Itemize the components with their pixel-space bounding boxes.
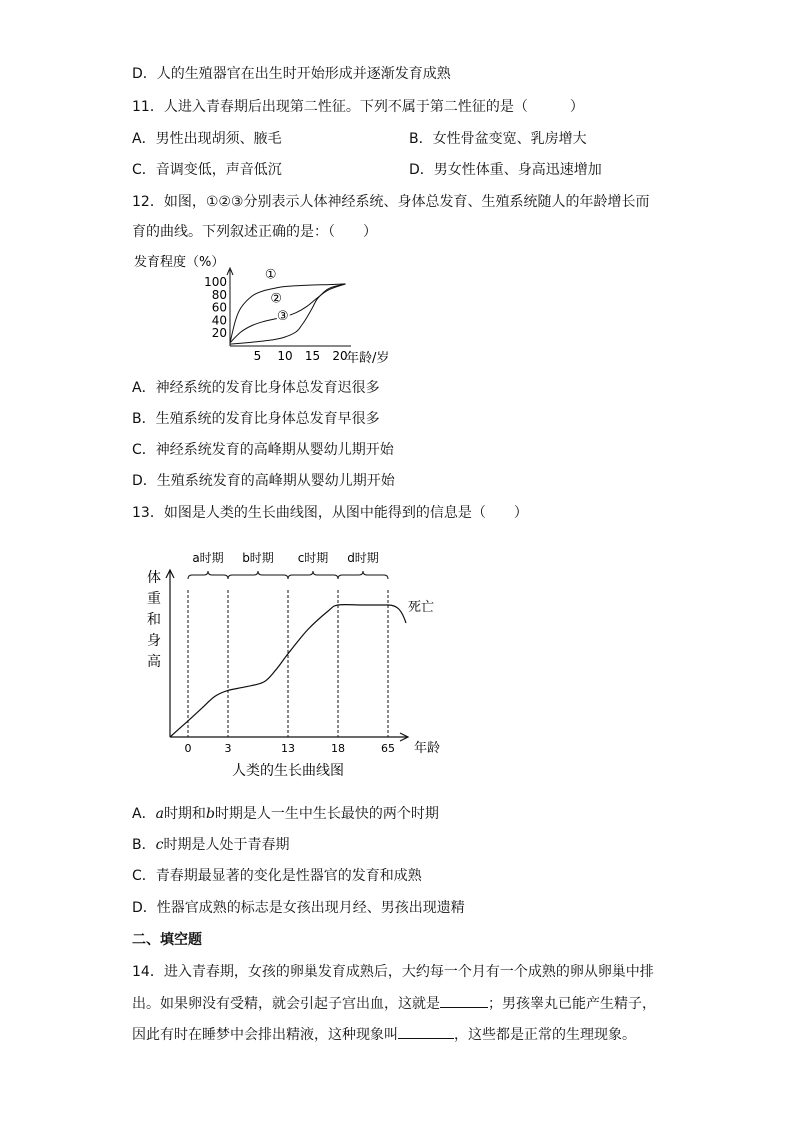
chart2-period-brace (338, 571, 388, 579)
chart2-ylabel-char: 和 (147, 612, 161, 628)
q12-option-c: C．神经系统发育的高峰期从婴幼儿期开始 (132, 442, 394, 458)
chart2-death-label: 死亡 (408, 600, 435, 615)
chart2-xtick-label: 18 (331, 742, 345, 755)
chart2-xtick-label: 3 (224, 742, 232, 755)
chart1-ytick-label: 100 (204, 275, 227, 289)
q14-blank-2[interactable] (398, 1024, 454, 1039)
q13-option-a-text: 时期是人一生中生长最快的两个时期 (214, 806, 439, 822)
q13-option-d: D．性器官成熟的标志是女孩出现月经、男孩出现遗精 (132, 900, 465, 916)
chart1-series-label-3: ③ (276, 308, 289, 324)
chart1-xtick-label: 20 (332, 349, 348, 363)
chart1-ytick-label: 40 (211, 313, 227, 328)
chart1-xlabel: 年龄/岁 (346, 351, 390, 366)
q11-option-c: C．音调变低，声音低沉 (132, 162, 282, 178)
chart2-period-label: c时期 (297, 551, 329, 565)
chart2-ylabel-char: 体 (147, 570, 161, 586)
q14-blank-1[interactable] (440, 993, 488, 1008)
q14-line2 (132, 993, 656, 1014)
q14-line3-suffix: ，这些都是正常的生理现象。 (454, 1027, 636, 1043)
chart1-xtick-label: 10 (277, 349, 293, 363)
q11-option-b: B．女性骨盆变宽、乳房增大 (409, 131, 587, 147)
q13-option-a-prefix: A． (132, 806, 156, 822)
q11-option-a: A．男性出现胡须、腋毛 (132, 131, 282, 147)
q12-option-d: D．生殖系统发育的高峰期从婴幼儿期开始 (132, 473, 395, 489)
chart1-ytick-label: 80 (211, 287, 227, 302)
chart1-ytick-label: 60 (211, 300, 227, 315)
q12-option-b: B．生殖系统的发育比身体总发育早很多 (132, 411, 380, 427)
chart2-period-brace (228, 571, 288, 579)
chart1-series-label-2: ② (270, 291, 283, 307)
chart1-ytick-label: 20 (211, 326, 227, 341)
q11-option-d: D．男女性体重、身高迅速增加 (409, 162, 602, 178)
q13-option-b (132, 835, 289, 855)
q14-line3-prefix: 因此有时在睡梦中会排出精液，这种现象叫 (132, 1027, 398, 1043)
chart2-xlabel: 年龄 (414, 741, 441, 756)
chart2-period-label: b时期 (242, 551, 274, 565)
chart2-xtick-label: 13 (281, 742, 295, 755)
chart2-xtick-label: 65 (381, 742, 395, 755)
chart2-title: 人类的生长曲线图 (232, 763, 344, 779)
section-title-fill-in: 二、填空题 (132, 932, 202, 948)
q13-option-a-mid: 时期和 (163, 806, 206, 822)
chart2-ylabel-char: 身 (147, 633, 161, 649)
q13-option-a (132, 804, 439, 824)
q14-line1: 14．进入青春期，女孩的卵巢发育成熟后，大约每一个月有一个成熟的卵从卵巢中排 (132, 964, 654, 980)
q13-option-b-text: 时期是人处于青春期 (163, 837, 290, 853)
chart2-xtick-label: 0 (184, 742, 192, 755)
q14-line3 (132, 1024, 636, 1045)
q14-line2-prefix: 出。如果卵没有受精，就会引起子宫出血，这就是 (132, 996, 440, 1012)
q11-stem: 11．人进入青春期后出现第二性征。下列不属于第二性征的是（ ） (132, 99, 584, 115)
q13-stem: 13．如图是人类的生长曲线图，从图中能得到的信息是（ ） (132, 505, 528, 521)
chart1-ylabel: 发育程度（%） (134, 255, 225, 270)
chart2-period-brace (288, 571, 338, 579)
q14-line2-suffix: ；男孩睾丸已能产生精子， (488, 996, 656, 1012)
q13-option-a-var1: a (155, 806, 164, 822)
chart2-period-label: a时期 (192, 551, 224, 565)
q12-stem-line1: 12．如图，①②③分别表示人体神经系统、身体总发育、生殖系统随人的年龄增长而 (132, 194, 650, 210)
q13-option-a-var2: b (205, 806, 215, 822)
chart1-series-label-1: ① (264, 267, 277, 283)
development-chart (130, 250, 420, 370)
chart2-period-brace (188, 571, 228, 579)
chart2-ylabel-char: 重 (147, 591, 161, 607)
q13-option-b-prefix: B． (132, 837, 156, 853)
chart2-ylabel-char: 高 (147, 654, 161, 670)
q10-option-d: D．人的生殖器官在出生时开始形成并逐渐发育成熟 (132, 66, 451, 82)
q12-option-a: A．神经系统的发育比身体总发育迟很多 (132, 380, 380, 396)
chart1-xtick-label: 5 (253, 349, 262, 363)
growth-chart (140, 540, 460, 780)
chart2-period-label: d时期 (347, 551, 379, 565)
q13-option-b-var: c (155, 837, 164, 853)
chart1-xtick-label: 15 (304, 349, 321, 363)
q12-stem-line2: 育的曲线。下列叙述正确的是：（ ） (132, 224, 377, 240)
q13-option-c: C．青春期最显著的变化是性器官的发育和成熟 (132, 868, 422, 884)
